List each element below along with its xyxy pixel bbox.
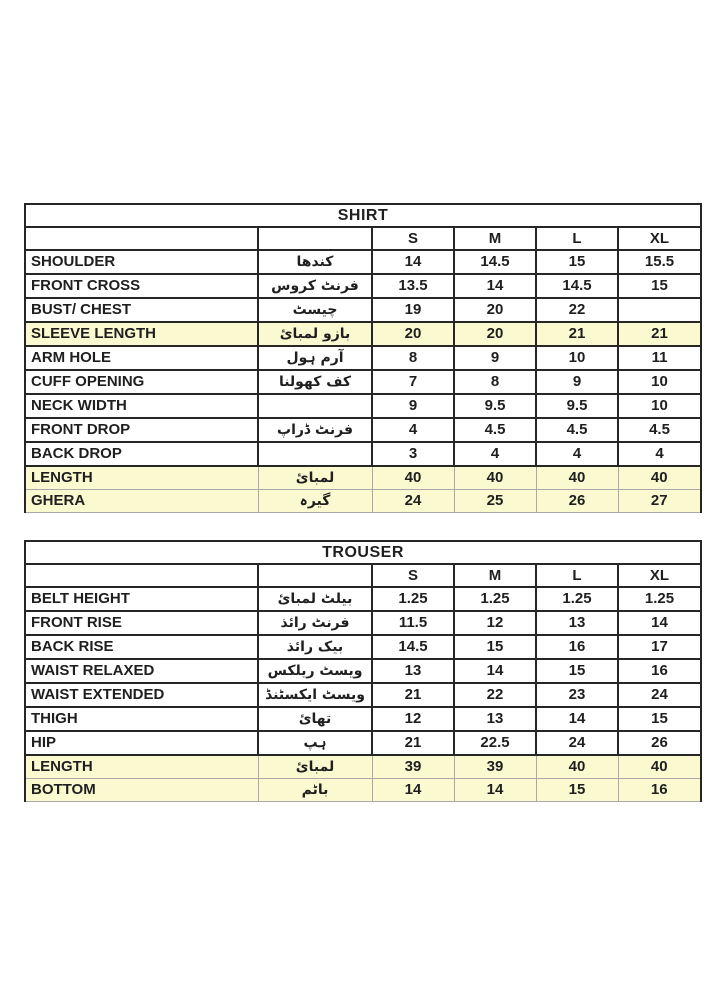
size-value: 3: [372, 442, 454, 466]
shirt-table-title-row: [25, 204, 701, 227]
size-value: 14: [454, 659, 536, 683]
measurement-label: GHERA: [25, 490, 258, 513]
size-value: 10: [618, 394, 701, 418]
measurement-label: FRONT DROP: [25, 418, 258, 442]
size-value: 1.25: [454, 587, 536, 611]
size-column-header-xl: XL: [618, 227, 701, 250]
measurement-row: [25, 274, 701, 298]
measurement-label-urdu: فرنٹ رائذ: [258, 611, 372, 635]
size-value: 14: [618, 611, 701, 635]
size-value: 15.5: [618, 250, 701, 274]
size-value: 14.5: [372, 635, 454, 659]
measurement-row: [25, 755, 701, 779]
size-value: 12: [372, 707, 454, 731]
size-value: 40: [454, 466, 536, 490]
measurement-row: [25, 683, 701, 707]
empty-header-cell: [25, 227, 258, 250]
size-value: 25: [454, 490, 536, 513]
measurement-label: CUFF OPENING: [25, 370, 258, 394]
measurement-row: [25, 370, 701, 394]
size-value: 14: [372, 250, 454, 274]
size-value: 26: [618, 731, 701, 755]
size-value: 15: [536, 250, 618, 274]
size-value: 10: [536, 346, 618, 370]
measurement-label-urdu: بیک رائذ: [258, 635, 372, 659]
size-value: 16: [618, 779, 701, 802]
size-value: 1.25: [372, 587, 454, 611]
measurement-label: FRONT RISE: [25, 611, 258, 635]
measurement-row: [25, 611, 701, 635]
size-value: 9: [536, 370, 618, 394]
measurement-row: [25, 779, 701, 802]
size-value: 11.5: [372, 611, 454, 635]
measurement-label-urdu: کف کھولنا: [258, 370, 372, 394]
measurement-label: WAIST RELAXED: [25, 659, 258, 683]
size-value: 13: [536, 611, 618, 635]
size-column-header-l: L: [536, 227, 618, 250]
trouser-table-title-row: [25, 541, 701, 564]
size-value: 24: [618, 683, 701, 707]
size-value: 10: [618, 370, 701, 394]
size-value: 4: [454, 442, 536, 466]
measurement-label-urdu: [258, 394, 372, 418]
shirt-size-header-row: [25, 227, 701, 250]
size-value: 15: [536, 659, 618, 683]
trouser-size-table: [24, 540, 702, 802]
size-value: 20: [454, 322, 536, 346]
measurement-label-urdu: چیسٹ: [258, 298, 372, 322]
measurement-row: [25, 418, 701, 442]
size-value: 21: [536, 322, 618, 346]
measurement-label-urdu: بیلٹ لمبائ: [258, 587, 372, 611]
measurement-label-urdu: ہپ: [258, 731, 372, 755]
measurement-label: LENGTH: [25, 755, 258, 779]
size-value: 40: [618, 755, 701, 779]
size-value: 23: [536, 683, 618, 707]
size-value: 14: [454, 274, 536, 298]
measurement-label: NECK WIDTH: [25, 394, 258, 418]
size-column-header-m: M: [454, 564, 536, 587]
size-value: 4.5: [618, 418, 701, 442]
size-value: 11: [618, 346, 701, 370]
measurement-label: SLEEVE LENGTH: [25, 322, 258, 346]
size-value: 15: [454, 635, 536, 659]
measurement-row: [25, 346, 701, 370]
measurement-label-urdu: باٹم: [258, 779, 372, 802]
measurement-label-urdu: گیرہ: [258, 490, 372, 513]
size-value: 19: [372, 298, 454, 322]
measurement-label-urdu: فرنٹ کروس: [258, 274, 372, 298]
size-value: 1.25: [536, 587, 618, 611]
size-value: 13: [454, 707, 536, 731]
measurement-row: [25, 707, 701, 731]
size-value: 39: [454, 755, 536, 779]
size-column-header-s: S: [372, 564, 454, 587]
measurement-row: [25, 298, 701, 322]
measurement-row: [25, 635, 701, 659]
size-value: 40: [372, 466, 454, 490]
size-value: 15: [618, 274, 701, 298]
measurement-label: SHOULDER: [25, 250, 258, 274]
size-value: 15: [536, 779, 618, 802]
measurement-label: BACK DROP: [25, 442, 258, 466]
measurement-label: THIGH: [25, 707, 258, 731]
size-value: 22.5: [454, 731, 536, 755]
measurement-label-urdu: لمبائ: [258, 466, 372, 490]
measurement-row: [25, 442, 701, 466]
measurement-row: [25, 490, 701, 513]
size-value: 1.25: [618, 587, 701, 611]
size-value: 13.5: [372, 274, 454, 298]
measurement-label-urdu: بازو لمبائ: [258, 322, 372, 346]
size-value: 4: [372, 418, 454, 442]
measurement-label-urdu: [258, 442, 372, 466]
size-value: 4: [618, 442, 701, 466]
size-value: 4.5: [454, 418, 536, 442]
size-column-header-s: S: [372, 227, 454, 250]
size-value: 7: [372, 370, 454, 394]
size-value: 24: [536, 731, 618, 755]
measurement-label-urdu: تھائ: [258, 707, 372, 731]
size-value: 21: [372, 683, 454, 707]
size-value: 16: [618, 659, 701, 683]
trouser-size-header-row: [25, 564, 701, 587]
size-value: 17: [618, 635, 701, 659]
trouser-table-title: TROUSER: [25, 541, 701, 564]
measurement-row: [25, 394, 701, 418]
size-value: 20: [372, 322, 454, 346]
size-value: 9.5: [536, 394, 618, 418]
measurement-row: [25, 466, 701, 490]
size-value: 39: [372, 755, 454, 779]
measurement-label-urdu: کندھا: [258, 250, 372, 274]
measurement-row: [25, 250, 701, 274]
size-value: 14: [536, 707, 618, 731]
size-value: 22: [454, 683, 536, 707]
shirt-size-table: [24, 203, 702, 513]
empty-header-cell: [25, 564, 258, 587]
measurement-label-urdu: آرم ہول: [258, 346, 372, 370]
empty-header-cell: [258, 227, 372, 250]
measurement-label: FRONT CROSS: [25, 274, 258, 298]
size-value: 9: [454, 346, 536, 370]
empty-header-cell: [258, 564, 372, 587]
size-value: 4.5: [536, 418, 618, 442]
size-value: 9: [372, 394, 454, 418]
measurement-row: [25, 731, 701, 755]
size-value: 22: [536, 298, 618, 322]
size-value: 27: [618, 490, 701, 513]
measurement-label: HIP: [25, 731, 258, 755]
measurement-label-urdu: ویسٹ ریلکس: [258, 659, 372, 683]
measurement-label: ARM HOLE: [25, 346, 258, 370]
size-value: 21: [618, 322, 701, 346]
measurement-label: BELT HEIGHT: [25, 587, 258, 611]
measurement-label-urdu: ویسٹ ایکسٹنڈ: [258, 683, 372, 707]
size-value: 40: [536, 755, 618, 779]
measurement-label: BACK RISE: [25, 635, 258, 659]
size-column-header-l: L: [536, 564, 618, 587]
measurement-label: LENGTH: [25, 466, 258, 490]
size-value: [618, 298, 701, 322]
size-value: 13: [372, 659, 454, 683]
size-value: 26: [536, 490, 618, 513]
size-value: 24: [372, 490, 454, 513]
size-value: 15: [618, 707, 701, 731]
measurement-label-urdu: فرنٹ ڈراپ: [258, 418, 372, 442]
measurement-row: [25, 659, 701, 683]
size-value: 16: [536, 635, 618, 659]
measurement-label-urdu: لمبائ: [258, 755, 372, 779]
measurement-row: [25, 587, 701, 611]
size-value: 12: [454, 611, 536, 635]
measurement-label: BUST/ CHEST: [25, 298, 258, 322]
size-value: 8: [454, 370, 536, 394]
size-value: 8: [372, 346, 454, 370]
measurement-label: BOTTOM: [25, 779, 258, 802]
size-value: 4: [536, 442, 618, 466]
measurement-label: WAIST EXTENDED: [25, 683, 258, 707]
size-value: 40: [618, 466, 701, 490]
size-value: 21: [372, 731, 454, 755]
size-value: 40: [536, 466, 618, 490]
shirt-table-title: SHIRT: [25, 204, 701, 227]
size-value: 14.5: [536, 274, 618, 298]
size-value: 9.5: [454, 394, 536, 418]
size-value: 14: [454, 779, 536, 802]
size-value: 14.5: [454, 250, 536, 274]
size-column-header-m: M: [454, 227, 536, 250]
size-value: 14: [372, 779, 454, 802]
measurement-row: [25, 322, 701, 346]
size-value: 20: [454, 298, 536, 322]
size-column-header-xl: XL: [618, 564, 701, 587]
